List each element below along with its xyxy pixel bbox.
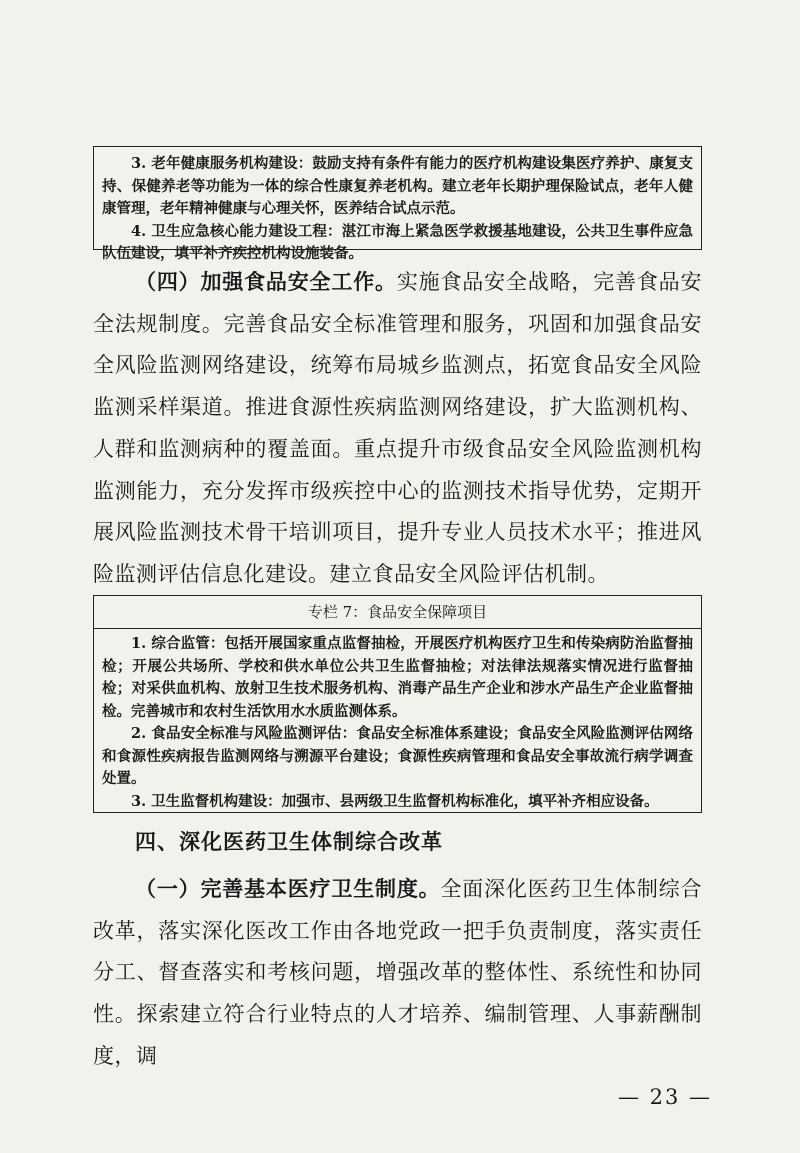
box2-item-1: 1. 综合监管：包括开展国家重点监督抽检，开展医疗机构医疗卫生和传染病防治监督抽检；开展公共场所、学校和供水单位公共卫生监督抽检；对法律法规落实情况进行监督抽检；对采供血机构、放射卫生技术服务机构、消毒产品生产企业和涉水产品生产企业监督抽检。完善城市和农村生活饮用水水质监测体系。 — [102, 635, 693, 720]
project-box-health-services — [93, 146, 702, 262]
box1-item-4: 4. 卫生应急核心能力建设工程：湛江市海上紧急医学救援基地建设，公共卫生事件应急队伍建设，填平补齐疾控机构设施装备。 — [102, 222, 693, 262]
reform-paragraph — [93, 869, 702, 1078]
section-heading: 四、深化医药卫生体制综合改革 — [135, 830, 443, 854]
project-box-food-safety — [93, 595, 702, 813]
box2-item-3: 3. 卫生监督机构建设：加强市、县两级卫生监督机构标准化，填平补齐相应设备。 — [131, 792, 659, 810]
box1-item-3: 3. 老年健康服务机构建设：鼓励支持有条件有能力的医疗机构建设集医疗养护、康复支持、保健养老等功能为一体的综合性康复养老机构。建立老年长期护理保险试点，老年人健康管理，老年精神健康与心理关怀，医养结合试点示范。 — [102, 155, 693, 217]
reform-lead: （一）完善基本医疗卫生制度。 — [135, 877, 441, 901]
food-safety-body: 实施食品安全战略，完善食品安全法规制度。完善食品安全标准管理和服务，巩固和加强食品安全风险监测网络建设，统筹布局城乡监测点，拓宽食品安全风险监测采样渠道。推进食源性疾病监测网络建设，扩大监测机构、人群和监测病种的覆盖面。重点提升市级食品安全风险监测机构监测能力，充分发挥市级疾控中心的监测技术指导优势，定期开展风险监测技术骨干培训项目，提升专业人员技术水平；推进风险监测评估信息化建设。建立食品安全风险评估机制。 — [93, 270, 703, 586]
food-safety-paragraph — [93, 262, 702, 596]
box2-body — [94, 629, 701, 817]
box2-title: 专栏 7：食品安全保障项目 — [94, 596, 701, 629]
page-number: — 23 — — [617, 1085, 713, 1109]
box2-item-2: 2. 食品安全标准与风险监测评估：食品安全标准体系建设；食品安全风险监测评估网络和食源性疾病报告监测网络与溯源平台建设；食源性疾病管理和食品安全事故流行病学调查处置。 — [102, 725, 693, 787]
food-safety-lead: （四）加强食品安全工作。 — [135, 270, 397, 294]
reform-body: 全面深化医药卫生体制综合改革，落实深化医改工作由各地党政一把手负责制度，落实责任分工、督查落实和考核问题，增强改革的整体性、系统性和协同性。探索建立符合行业特点的人才培养、编制管理、人事薪酬制度，调 — [93, 877, 703, 1068]
